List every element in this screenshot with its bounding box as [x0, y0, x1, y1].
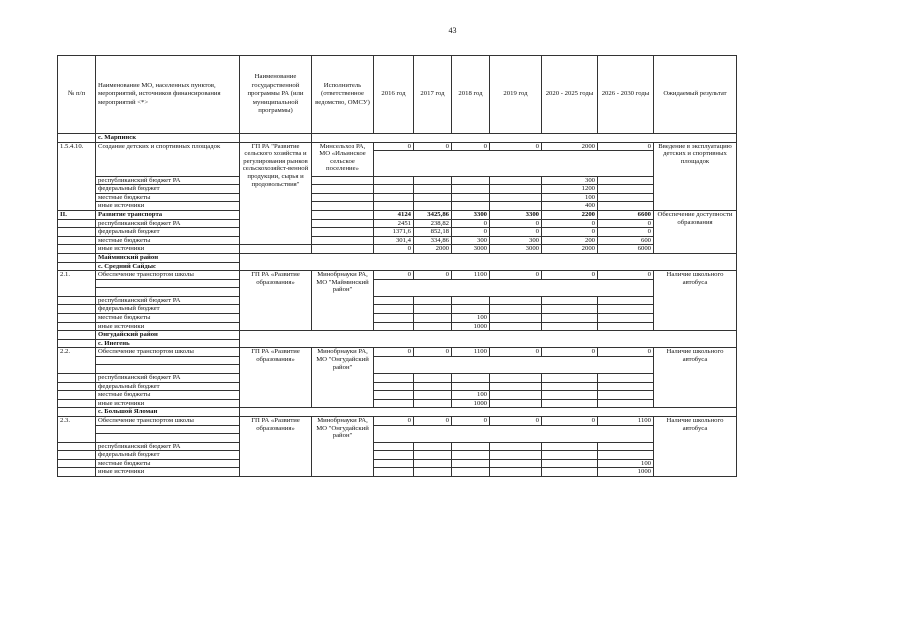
- table-row: [58, 468, 737, 477]
- header-2019: 2019 год: [490, 56, 542, 134]
- table-row: [58, 219, 737, 228]
- section-label: Майминский район: [96, 254, 240, 263]
- header-name: Наименование МО, населенных пунктов, мероприятий, источников финансирования мероприятий <*>: [96, 56, 240, 134]
- source-value: 0: [542, 219, 598, 228]
- source-label: местные бюджеты: [96, 459, 240, 468]
- row-name: Обеспечение транспортом школы: [96, 271, 240, 280]
- value-2026-2030: 6600: [598, 211, 654, 220]
- value-2017: 0: [414, 271, 452, 280]
- value-2019: 3300: [490, 211, 542, 220]
- header-program: Наименование государственной программы РА (или муниципальной программы): [240, 56, 312, 134]
- table-row: [58, 142, 737, 151]
- value-2026-2030: 0: [598, 142, 654, 151]
- value-2016: 0: [374, 348, 414, 357]
- table-row: [58, 228, 737, 237]
- section-label: Онгудайский район: [96, 331, 240, 340]
- source-value: 100: [452, 314, 490, 323]
- row-result: Обеспечение доступности образования: [654, 211, 737, 254]
- section-row: [58, 331, 737, 340]
- row-executor: Минобрнауки РА, МО "Онгудайский район": [312, 416, 374, 476]
- value-2016: 0: [374, 271, 414, 280]
- section-label: с. Большой Яломан: [96, 408, 240, 417]
- row-num: 2.3.: [58, 416, 96, 442]
- table-row: [58, 382, 737, 391]
- section-label: с. Марпинск: [96, 134, 240, 143]
- source-label: местные бюджеты: [96, 193, 240, 202]
- source-value: 0: [598, 219, 654, 228]
- table-row: [58, 373, 737, 382]
- source-value: 100: [598, 459, 654, 468]
- source-label: республиканский бюджет РА: [96, 296, 240, 305]
- section-row: [58, 339, 737, 348]
- source-label: местные бюджеты: [96, 236, 240, 245]
- value-2019: 0: [490, 416, 542, 425]
- section-row: [58, 134, 737, 143]
- value-2016: 0: [374, 142, 414, 151]
- source-label: иные источники: [96, 399, 240, 408]
- value-2020-2025: 0: [542, 348, 598, 357]
- row-name: Обеспечение транспортом школы: [96, 348, 240, 357]
- table-row: [58, 416, 737, 425]
- table-row: [58, 193, 737, 202]
- section-row: [58, 254, 737, 263]
- table-row: [58, 245, 737, 254]
- source-value: 238,82: [414, 219, 452, 228]
- table-row: [58, 348, 737, 357]
- source-label: федеральный бюджет: [96, 382, 240, 391]
- table-row: [58, 176, 737, 185]
- header-2026-2030: 2026 - 2030 годы: [598, 56, 654, 134]
- source-value: 0: [490, 228, 542, 237]
- source-label: республиканский бюджет РА: [96, 176, 240, 185]
- value-2017: 0: [414, 416, 452, 425]
- value-2026-2030: 1100: [598, 416, 654, 425]
- source-value: 3000: [452, 245, 490, 254]
- source-value: 2000: [414, 245, 452, 254]
- table-row: [58, 305, 737, 314]
- source-value: 1371,6: [374, 228, 414, 237]
- source-value: 1000: [452, 399, 490, 408]
- source-value: 3000: [490, 245, 542, 254]
- source-label: федеральный бюджет: [96, 305, 240, 314]
- source-value: 6000: [598, 245, 654, 254]
- source-label: федеральный бюджет: [96, 228, 240, 237]
- program-table: [57, 55, 737, 477]
- row-num: 1.5.4.10.: [58, 142, 96, 210]
- table-row: [58, 314, 737, 323]
- value-2020-2025: 0: [542, 271, 598, 280]
- row-num: 2.2.: [58, 348, 96, 374]
- row-program: ГП РА «Развитие образования»: [240, 416, 312, 476]
- source-value: 1000: [598, 468, 654, 477]
- source-value: 0: [542, 228, 598, 237]
- source-value: 1000: [452, 322, 490, 331]
- table-row: [58, 459, 737, 468]
- row-executor: Минобрнауки РА, МО "Онгудайский район": [312, 348, 374, 408]
- table-row: [58, 451, 737, 460]
- value-2016: 0: [374, 416, 414, 425]
- header-2020-2025: 2020 - 2025 годы: [542, 56, 598, 134]
- value-2020-2025: 2000: [542, 142, 598, 151]
- header-executor: Исполнитель (ответственное ведомство, ОМСУ): [312, 56, 374, 134]
- table-row: [58, 399, 737, 408]
- row-result: Наличие школьного автобуса: [654, 271, 737, 331]
- source-label: иные источники: [96, 322, 240, 331]
- source-value: 400: [542, 202, 598, 211]
- row-program: ГП РА «Развитие образования»: [240, 271, 312, 331]
- table-row: [58, 322, 737, 331]
- page-number: 43: [448, 26, 457, 35]
- header-2017: 2017 год: [414, 56, 452, 134]
- source-value: 0: [490, 219, 542, 228]
- source-label: республиканский бюджет РА: [96, 373, 240, 382]
- value-2026-2030: 0: [598, 348, 654, 357]
- source-label: иные источники: [96, 245, 240, 254]
- header-2018: 2018 год: [452, 56, 490, 134]
- source-label: федеральный бюджет: [96, 451, 240, 460]
- row-result: Введение в эксплуатацию детских и спортивных площадок: [654, 142, 737, 210]
- table-row: [58, 296, 737, 305]
- source-value: 0: [452, 219, 490, 228]
- source-label: иные источники: [96, 202, 240, 211]
- table-row: [58, 391, 737, 400]
- source-label: республиканский бюджет РА: [96, 442, 240, 451]
- value-2019: 0: [490, 271, 542, 280]
- table-row: [58, 236, 737, 245]
- source-value: 2000: [542, 245, 598, 254]
- value-2019: 0: [490, 142, 542, 151]
- source-value: 334,86: [414, 236, 452, 245]
- source-label: иные источники: [96, 468, 240, 477]
- header-result: Ожидаемый результат: [654, 56, 737, 134]
- header-2016: 2016 год: [374, 56, 414, 134]
- source-value: 100: [542, 193, 598, 202]
- source-label: местные бюджеты: [96, 391, 240, 400]
- header-num: № п/п: [58, 56, 96, 134]
- row-result: Наличие школьного автобуса: [654, 348, 737, 408]
- source-value: 300: [490, 236, 542, 245]
- source-label: республиканский бюджет РА: [96, 219, 240, 228]
- row-num: II.: [58, 211, 96, 220]
- row-executor: Минсельхоз РА, МО «Ильинское сельское поселение»: [312, 142, 374, 176]
- row-result: Наличие школьного автобуса: [654, 416, 737, 476]
- source-value: 0: [598, 228, 654, 237]
- table-row: [58, 202, 737, 211]
- value-2018: 0: [452, 142, 490, 151]
- header-row: [58, 56, 737, 134]
- value-2018: 3300: [452, 211, 490, 220]
- row-name: Развитие транспорта: [96, 211, 240, 220]
- row-num: 2.1.: [58, 271, 96, 297]
- source-value: 600: [598, 236, 654, 245]
- source-value: 300: [452, 236, 490, 245]
- row-program: ГП РА "Развитие сельского хозяйства и регулирования рынков сельскохозяйст-венной продукции, сырья и продовольствия": [240, 142, 312, 245]
- section-label: с. Инегень: [96, 339, 240, 348]
- row-name: Создание детских и спортивных площадок: [96, 142, 240, 176]
- table-row: [58, 442, 737, 451]
- section-row: [58, 408, 737, 417]
- source-value: 300: [542, 176, 598, 185]
- table-row: [58, 211, 737, 220]
- source-value: 1200: [542, 185, 598, 194]
- value-2020-2025: 0: [542, 416, 598, 425]
- row-name: Обеспечение транспортом школы: [96, 416, 240, 425]
- source-value: 200: [542, 236, 598, 245]
- value-2017: 3425,86: [414, 211, 452, 220]
- source-label: местные бюджеты: [96, 314, 240, 323]
- section-row: [58, 262, 737, 271]
- value-2020-2025: 2200: [542, 211, 598, 220]
- source-value: 852,18: [414, 228, 452, 237]
- row-executor: Минобрнауки РА, МО "Майминский район": [312, 271, 374, 331]
- source-value: 301,4: [374, 236, 414, 245]
- value-2017: 0: [414, 142, 452, 151]
- source-value: 0: [374, 245, 414, 254]
- row-program: ГП РА «Развитие образования»: [240, 348, 312, 408]
- value-2018: 1100: [452, 271, 490, 280]
- value-2019: 0: [490, 348, 542, 357]
- source-value: 0: [452, 228, 490, 237]
- section-label: с. Средний Сайдыс: [96, 262, 240, 271]
- source-value: 100: [452, 391, 490, 400]
- source-label: федеральный бюджет: [96, 185, 240, 194]
- value-2016: 4124: [374, 211, 414, 220]
- value-2017: 0: [414, 348, 452, 357]
- source-value: 2451: [374, 219, 414, 228]
- value-2026-2030: 0: [598, 271, 654, 280]
- value-2018: 1100: [452, 348, 490, 357]
- value-2018: 0: [452, 416, 490, 425]
- table-row: [58, 271, 737, 280]
- table-row: [58, 185, 737, 194]
